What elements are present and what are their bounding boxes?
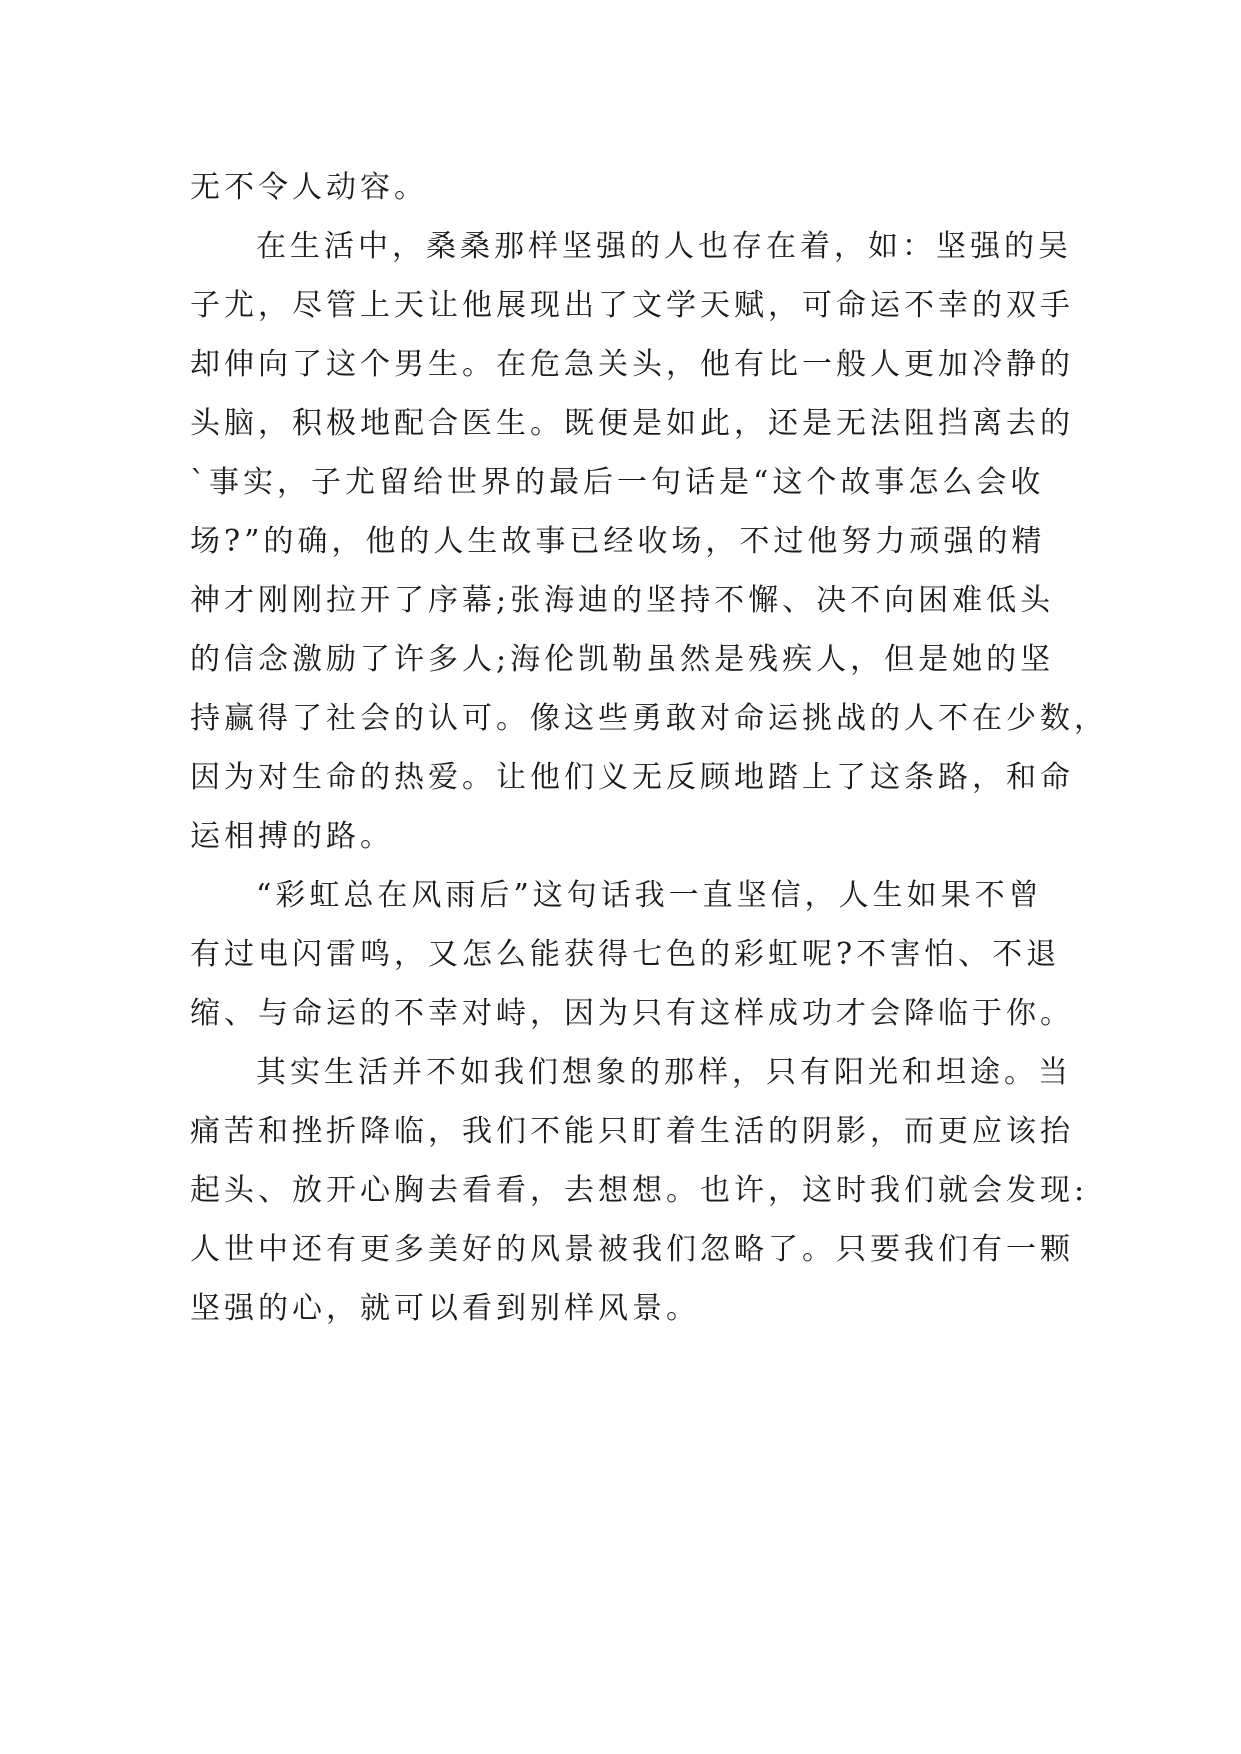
text-line: 坚强的心，就可以看到别样风景。 (190, 1291, 700, 1326)
text-line: 持赢得了社会的认可。像这些勇敢对命运挑战的人不在少数， (190, 701, 1108, 736)
text-line: 无不令人动容。 (190, 170, 428, 205)
text-line: 因为对生命的热爱。让他们义无反顾地踏上了这条路，和命 (190, 760, 1074, 795)
text-line: 场?”的确，他的人生故事已经收场，不过他努力顽强的精 (190, 524, 1046, 559)
text-line: 痛苦和挫折降临，我们不能只盯着生活的阴影，而更应该抬 (190, 1114, 1074, 1149)
text-line: 神才刚刚拉开了序幕;张海迪的坚持不懈、决不向困难低头 (190, 583, 1055, 618)
text-line: 人世中还有更多美好的风景被我们忽略了。只要我们有一颗 (190, 1232, 1074, 1267)
paragraph-start-line: 在生活中，桑桑那样坚强的人也存在着，如：坚强的吴 (256, 229, 1072, 264)
text-line: 运相搏的路。 (190, 819, 394, 854)
text-line: 有过电闪雷鸣，又怎么能获得七色的彩虹呢?不害怕、不退 (190, 937, 1061, 972)
text-line: 子尤，尽管上天让他展现出了文学天赋，可命运不幸的双手 (190, 288, 1074, 323)
text-line: 的信念激励了许多人;海伦凯勒虽然是残疾人，但是她的坚 (190, 642, 1055, 677)
paragraph-start-line: 其实生活并不如我们想象的那样，只有阳光和坦途。当 (256, 1055, 1072, 1090)
text-line: `事实，子尤留给世界的最后一句话是“这个故事怎么会收 (190, 465, 1045, 500)
text-line: 起头、放开心胸去看看，去想想。也许，这时我们就会发现: (190, 1173, 1089, 1208)
essay-text (190, 158, 1108, 1338)
text-line: 却伸向了这个男生。在危急关头，他有比一般人更加冷静的 (190, 347, 1074, 382)
text-line: 头脑，积极地配合医生。既便是如此，还是无法阻挡离去的 (190, 406, 1074, 441)
text-line: 缩、与命运的不幸对峙，因为只有这样成功才会降临于你。 (190, 996, 1074, 1031)
paragraph-start-line: “彩虹总在风雨后”这句话我一直坚信，人生如果不曾 (256, 878, 1043, 913)
